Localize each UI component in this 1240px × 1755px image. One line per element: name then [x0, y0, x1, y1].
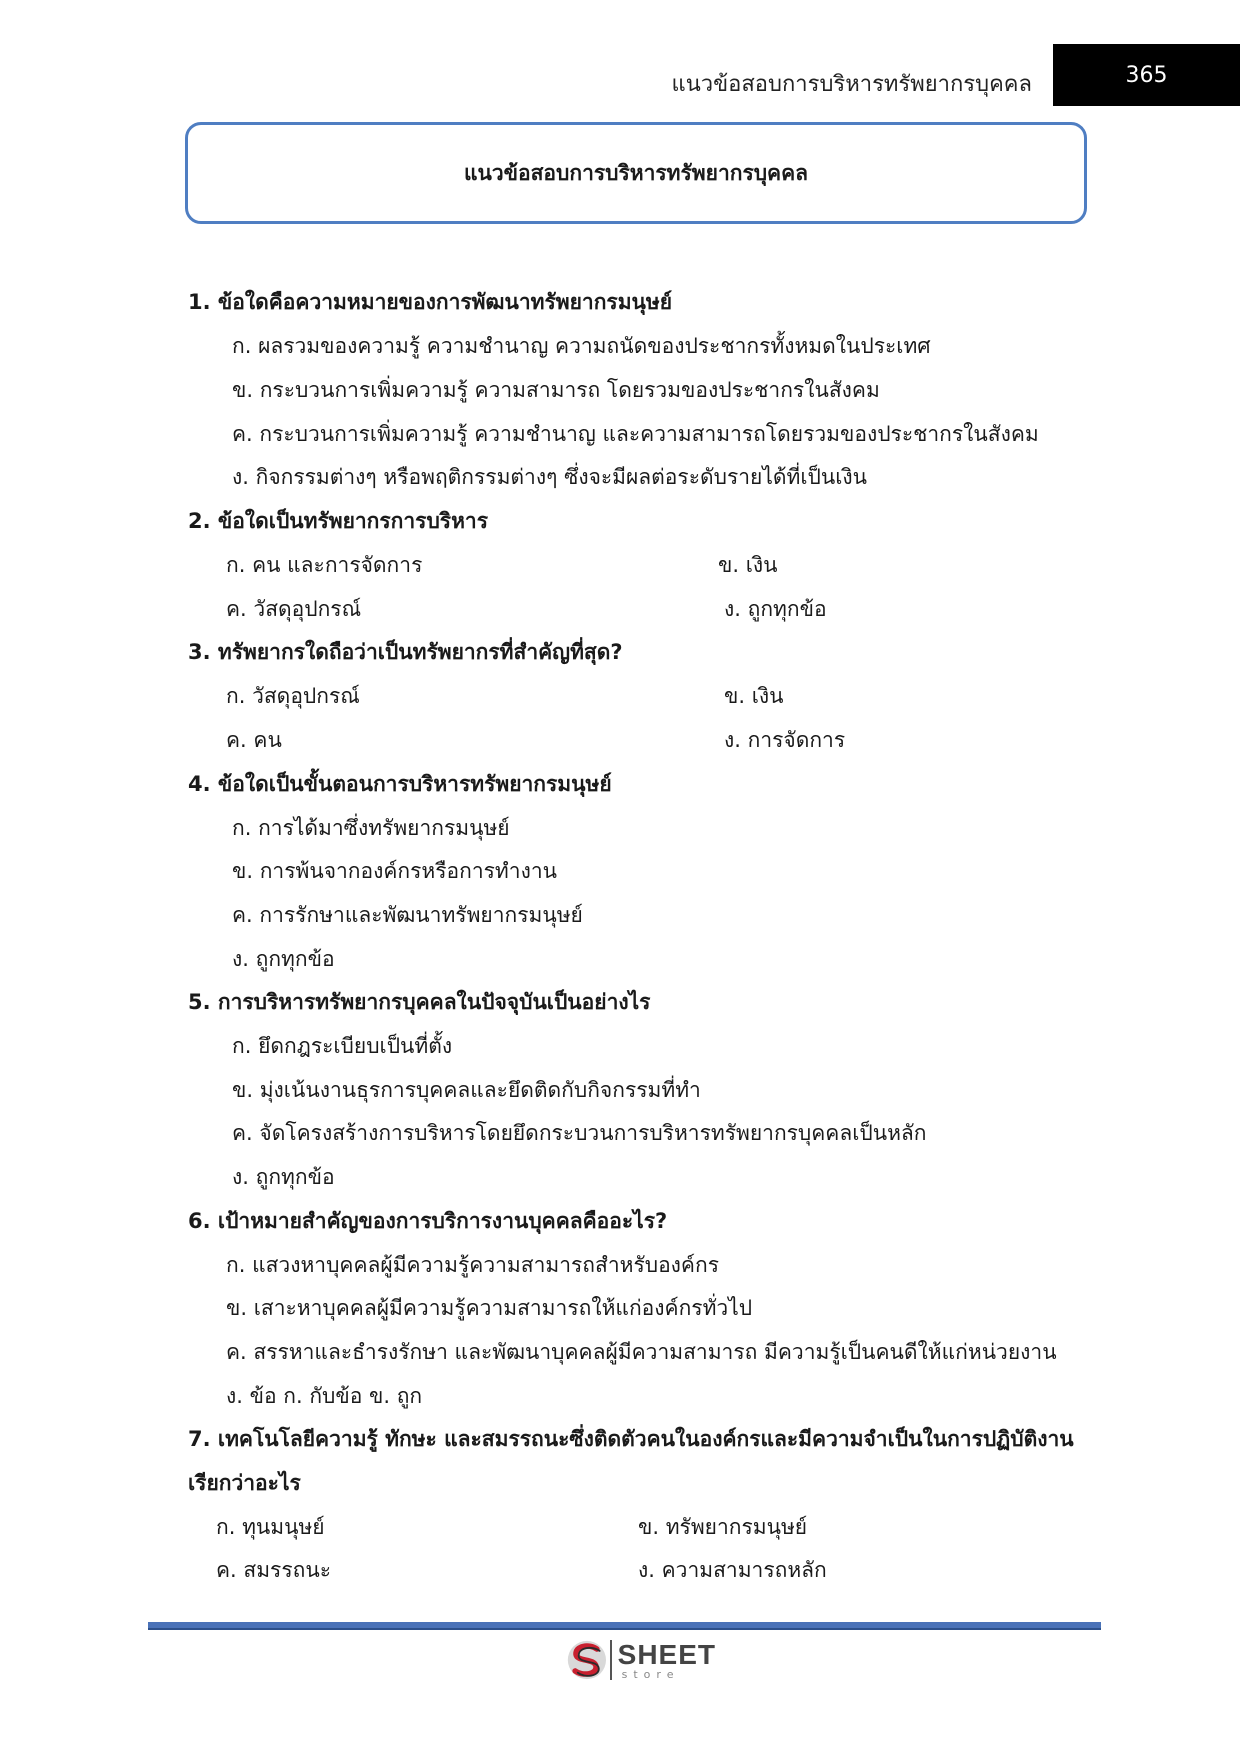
q6-option-b: ข. เสาะหาบุคคลผู้มีความรู้ความสามารถให้แก่องค์กรทั่วไป — [226, 1296, 753, 1320]
q2-option-a: ก. คน และการจัดการ — [226, 553, 423, 577]
q3-option-c: ค. คน — [226, 728, 282, 752]
page-number: 365 — [1053, 44, 1240, 106]
q3-option-d: ง. การจัดการ — [724, 728, 846, 752]
question-2: 2. ข้อใดเป็นทรัพยากรการบริหาร — [188, 509, 488, 533]
q2-option-d: ง. ถูกทุกข้อ — [724, 597, 827, 621]
q7-option-c: ค. สมรรถนะ — [216, 1558, 331, 1582]
q6-option-c: ค. สรรหาและธำรงรักษา และพัฒนาบุคคลผู้มีความสามารถ มีความรู้เป็นคนดีให้แก่หน่วยงาน — [226, 1340, 1057, 1364]
section-title: แนวข้อสอบการบริหารทรัพยากรบุคคล — [463, 160, 809, 185]
q5-option-a: ก. ยึดกฎระเบียบเป็นที่ตั้ง — [232, 1034, 453, 1058]
running-header-title: แนวข้อสอบการบริหารทรัพยากรบุคคล — [671, 72, 1032, 97]
question-1: 1. ข้อใดคือความหมายของการพัฒนาทรัพยากรมนุษย์ — [188, 290, 673, 314]
q5-option-d: ง. ถูกทุกข้อ — [232, 1165, 335, 1189]
q4-option-c: ค. การรักษาและพัฒนาทรัพยากรมนุษย์ — [232, 903, 583, 927]
q5-option-b: ข. มุ่งเน้นงานธุรการบุคคลและยึดติดกับกิจกรรมที่ทำ — [232, 1078, 701, 1102]
q5-option-c: ค. จัดโครงสร้างการบริหารโดยยึดกระบวนการบริหารทรัพยากรบุคคลเป็นหลัก — [232, 1121, 927, 1145]
question-3: 3. ทรัพยากรใดถือว่าเป็นทรัพยากรที่สำคัญที่สุด? — [188, 640, 623, 664]
footer-rule — [148, 1622, 1101, 1630]
q6-option-a: ก. แสวงหาบุคคลผู้มีความรู้ความสามารถสำหรับองค์กร — [226, 1253, 719, 1277]
q3-option-a: ก. วัสดุอุปกรณ์ — [226, 684, 360, 708]
logo-subword: store — [621, 1667, 680, 1681]
q2-option-c: ค. วัสดุอุปกรณ์ — [226, 597, 362, 621]
question-4: 4. ข้อใดเป็นขั้นตอนการบริหารทรัพยากรมนุษย์ — [188, 772, 612, 796]
q1-option-a: ก. ผลรวมของความรู้ ความชำนาญ ความถนัดของประชากรทั้งหมดในประเทศ — [232, 334, 931, 358]
q7-option-b: ข. ทรัพยากรมนุษย์ — [638, 1515, 808, 1539]
question-7-continued: เรียกว่าอะไร — [188, 1471, 301, 1495]
q1-option-b: ข. กระบวนการเพิ่มความรู้ ความสามารถ โดยรวมของประชากรในสังคม — [232, 378, 880, 402]
question-7: 7. เทคโนโลยีความรู้ ทักษะ และสมรรถนะซึ่งติดตัวคนในองค์กรและมีความจำเป็นในการปฏิบัติงาน — [188, 1427, 1074, 1451]
sheet-store-logo-icon — [566, 1636, 608, 1684]
logo-separator — [610, 1640, 612, 1680]
q4-option-b: ข. การพ้นจากองค์กรหรือการทำงาน — [232, 859, 557, 883]
q3-option-b: ข. เงิน — [724, 684, 784, 708]
question-6: 6. เป้าหมายสำคัญของการบริการงานบุคคลคืออะไร? — [188, 1209, 668, 1233]
q7-option-d: ง. ความสามารถหลัก — [638, 1558, 827, 1582]
q6-option-d: ง. ข้อ ก. กับข้อ ข. ถูก — [226, 1384, 423, 1408]
section-title-box — [185, 122, 1087, 224]
q1-option-c: ค. กระบวนการเพิ่มความรู้ ความชำนาญ และความสามารถโดยรวมของประชากรในสังคม — [232, 422, 1039, 446]
logo-word: SHEET — [617, 1638, 716, 1670]
q1-option-d: ง. กิจกรรมต่างๆ หรือพฤติกรรมต่างๆ ซึ่งจะมีผลต่อระดับรายได้ที่เป็นเงิน — [232, 465, 868, 489]
q7-option-a: ก. ทุนมนุษย์ — [216, 1515, 325, 1539]
q4-option-d: ง. ถูกทุกข้อ — [232, 947, 335, 971]
question-5: 5. การบริหารทรัพยากรบุคคลในปัจจุบันเป็นอย่างไร — [188, 990, 651, 1014]
sheet-store-logo — [566, 1634, 716, 1686]
q2-option-b: ข. เงิน — [718, 553, 778, 577]
q4-option-a: ก. การได้มาซึ่งทรัพยากรมนุษย์ — [232, 816, 510, 840]
